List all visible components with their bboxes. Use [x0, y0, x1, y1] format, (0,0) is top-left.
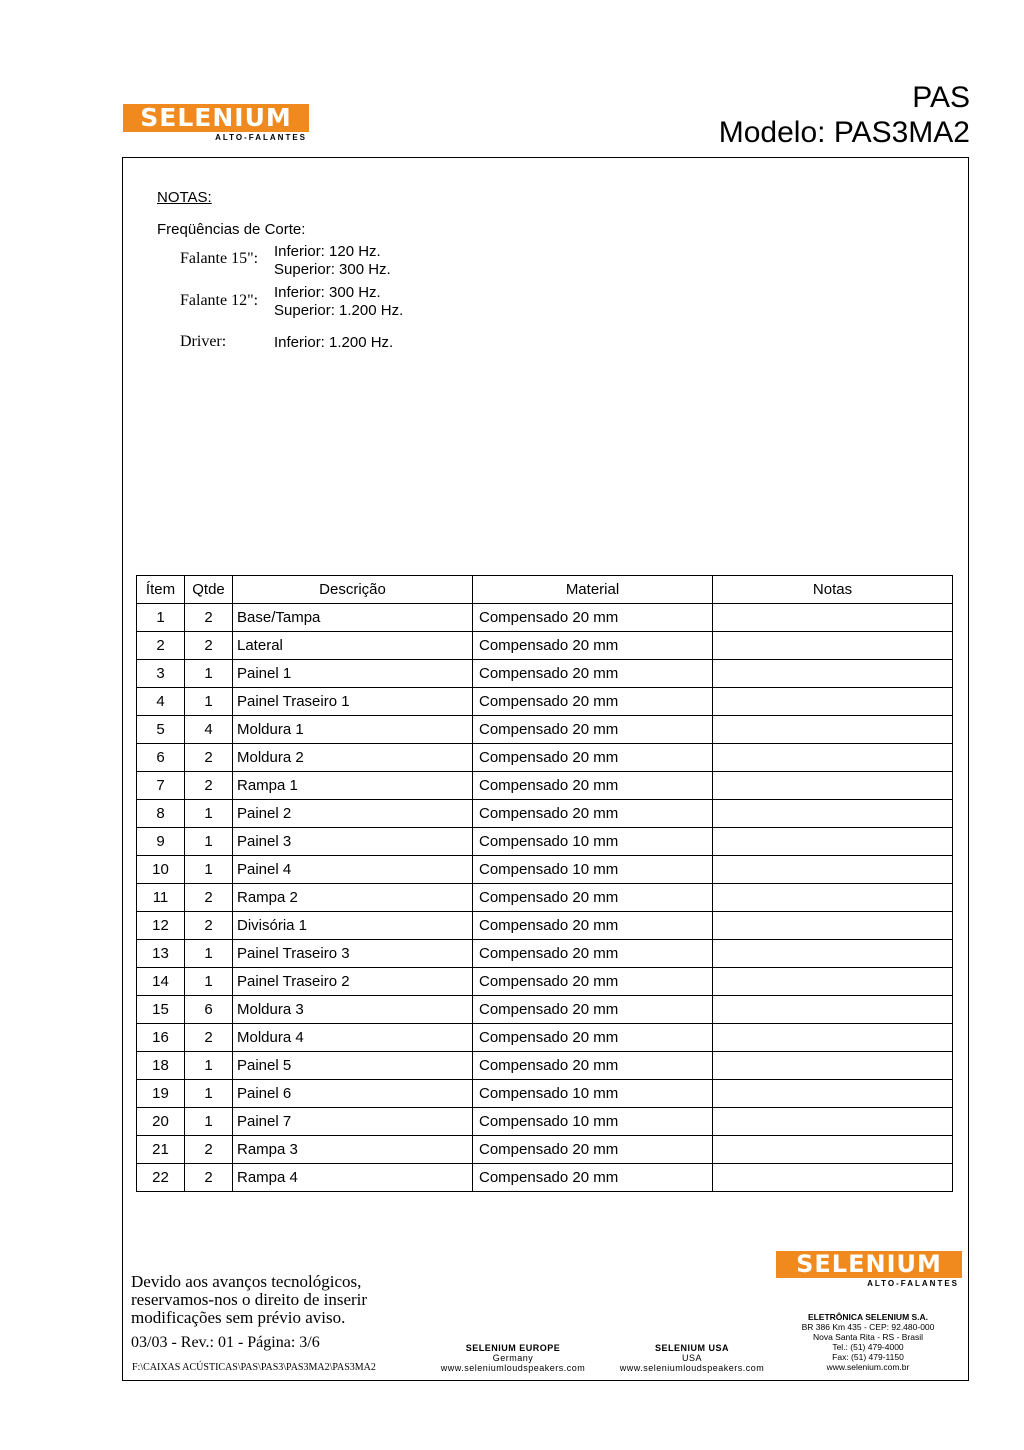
cell-description: Painel 3 — [233, 828, 473, 856]
table-row — [137, 828, 953, 856]
table-row — [137, 604, 953, 632]
table-row — [137, 1136, 953, 1164]
selenium-logo-footer — [776, 1251, 962, 1288]
cell-description: Painel Traseiro 3 — [233, 940, 473, 968]
cell-description: Moldura 3 — [233, 996, 473, 1024]
cell-description: Painel 4 — [233, 856, 473, 884]
cell-description: Rampa 1 — [233, 772, 473, 800]
cell-description: Painel Traseiro 1 — [233, 688, 473, 716]
office-country: Germany — [492, 1353, 534, 1363]
cell-qty: 1 — [185, 660, 233, 688]
company-website: www.selenium.com.br — [826, 1362, 910, 1372]
cell-item: 19 — [137, 1080, 185, 1108]
cell-qty: 1 — [185, 1052, 233, 1080]
cell-item: 13 — [137, 940, 185, 968]
cell-qty: 2 — [185, 1136, 233, 1164]
cell-material: Compensado 20 mm — [473, 716, 713, 744]
cell-notes — [713, 660, 953, 688]
cell-description: Painel 1 — [233, 660, 473, 688]
cell-qty: 1 — [185, 1108, 233, 1136]
cell-qty: 1 — [185, 800, 233, 828]
cell-qty: 1 — [185, 688, 233, 716]
cell-notes — [713, 604, 953, 632]
cell-notes — [713, 912, 953, 940]
logo-wordmark: SELENIUM — [776, 1251, 962, 1278]
cell-item: 11 — [137, 884, 185, 912]
cell-item: 3 — [137, 660, 185, 688]
cell-notes — [713, 716, 953, 744]
cell-qty: 1 — [185, 968, 233, 996]
cell-material: Compensado 20 mm — [473, 1052, 713, 1080]
table-row — [137, 660, 953, 688]
cell-material: Compensado 20 mm — [473, 996, 713, 1024]
cell-qty: 1 — [185, 1080, 233, 1108]
cell-notes — [713, 1164, 953, 1192]
office-europe — [432, 1343, 594, 1373]
cell-description: Painel 6 — [233, 1080, 473, 1108]
table-row — [137, 856, 953, 884]
speaker-label-15: Falante 15": — [180, 250, 259, 267]
office-name: SELENIUM USA — [654, 1343, 729, 1353]
table-row — [137, 1080, 953, 1108]
cell-item: 14 — [137, 968, 185, 996]
cell-qty: 2 — [185, 1164, 233, 1192]
lower-frequency: Inferior: 120 Hz. — [274, 243, 381, 260]
cell-notes — [713, 772, 953, 800]
cell-description: Rampa 4 — [233, 1164, 473, 1192]
table-row — [137, 1052, 953, 1080]
column-header-material: Material — [473, 576, 713, 604]
cell-qty: 2 — [185, 1024, 233, 1052]
company-address-line: Nova Santa Rita - RS - Brasil — [812, 1332, 924, 1342]
office-name: SELENIUM EUROPE — [465, 1343, 561, 1353]
cell-qty: 1 — [185, 828, 233, 856]
cell-notes — [713, 800, 953, 828]
table-row — [137, 940, 953, 968]
table-row — [137, 800, 953, 828]
table-row — [137, 1108, 953, 1136]
cell-notes — [713, 1052, 953, 1080]
cell-material: Compensado 10 mm — [473, 828, 713, 856]
cell-qty: 2 — [185, 632, 233, 660]
cell-qty: 2 — [185, 744, 233, 772]
cell-item: 20 — [137, 1108, 185, 1136]
table-row — [137, 1024, 953, 1052]
table-row — [137, 772, 953, 800]
cell-qty: 1 — [185, 940, 233, 968]
cell-description: Moldura 1 — [233, 716, 473, 744]
cell-description: Lateral — [233, 632, 473, 660]
office-usa — [612, 1343, 772, 1373]
cell-material: Compensado 20 mm — [473, 1164, 713, 1192]
cell-qty: 2 — [185, 772, 233, 800]
disclaimer-line: reservamos-nos o direito de inserir — [131, 1290, 368, 1309]
cell-material: Compensado 20 mm — [473, 800, 713, 828]
cell-material: Compensado 20 mm — [473, 772, 713, 800]
cell-description: Moldura 2 — [233, 744, 473, 772]
parts-table — [136, 575, 953, 1192]
cell-material: Compensado 20 mm — [473, 744, 713, 772]
cell-material: Compensado 20 mm — [473, 660, 713, 688]
company-fax: Fax: (51) 479-1150 — [832, 1352, 904, 1362]
cell-material: Compensado 20 mm — [473, 1136, 713, 1164]
cell-description: Moldura 4 — [233, 1024, 473, 1052]
cell-item: 5 — [137, 716, 185, 744]
cell-qty: 1 — [185, 856, 233, 884]
cell-item: 15 — [137, 996, 185, 1024]
cell-qty: 2 — [185, 912, 233, 940]
notes-heading: NOTAS: — [157, 189, 212, 206]
cell-item: 7 — [137, 772, 185, 800]
cell-material: Compensado 20 mm — [473, 604, 713, 632]
column-header-description: Descrição — [233, 576, 473, 604]
cell-item: 10 — [137, 856, 185, 884]
cell-material: Compensado 10 mm — [473, 1080, 713, 1108]
office-website: www.seleniumloudspeakers.com — [440, 1363, 586, 1373]
upper-frequency: Superior: 300 Hz. — [274, 261, 391, 278]
cell-notes — [713, 1136, 953, 1164]
cell-notes — [713, 856, 953, 884]
cell-notes — [713, 1024, 953, 1052]
cell-notes — [713, 996, 953, 1024]
cell-material: Compensado 10 mm — [473, 1108, 713, 1136]
column-header-notes: Notas — [713, 576, 953, 604]
cell-notes — [713, 828, 953, 856]
upper-frequency: Superior: 1.200 Hz. — [274, 302, 404, 319]
document-title: PAS — [912, 81, 970, 114]
cell-notes — [713, 744, 953, 772]
lower-frequency: Inferior: 300 Hz. — [274, 284, 381, 301]
logo-subtitle: ALTO-FALANTES — [215, 133, 307, 142]
cell-description: Painel 7 — [233, 1108, 473, 1136]
page-info: 03/03 - Rev.: 01 - Página: 3/6 — [131, 1334, 320, 1351]
company-address — [781, 1312, 955, 1372]
table-row — [137, 716, 953, 744]
cell-item: 12 — [137, 912, 185, 940]
cell-material: Compensado 10 mm — [473, 856, 713, 884]
speaker-label-12: Falante 12": — [180, 292, 259, 309]
cell-item: 9 — [137, 828, 185, 856]
table-header-row — [137, 576, 953, 604]
table-row — [137, 744, 953, 772]
table-row — [137, 1164, 953, 1192]
cell-description: Divisória 1 — [233, 912, 473, 940]
cell-notes — [713, 688, 953, 716]
cell-description: Painel Traseiro 2 — [233, 968, 473, 996]
cell-material: Compensado 20 mm — [473, 632, 713, 660]
table-row — [137, 912, 953, 940]
cell-material: Compensado 20 mm — [473, 968, 713, 996]
cell-notes — [713, 632, 953, 660]
cell-material: Compensado 20 mm — [473, 1024, 713, 1052]
column-header-qty: Qtde — [185, 576, 233, 604]
cell-description: Painel 5 — [233, 1052, 473, 1080]
cell-description: Painel 2 — [233, 800, 473, 828]
office-country: USA — [681, 1353, 702, 1363]
selenium-logo-header — [123, 104, 309, 142]
office-website: www.seleniumloudspeakers.com — [619, 1363, 765, 1373]
company-address-line: BR 386 Km 435 - CEP: 92.480-000 — [801, 1322, 935, 1332]
logo-wordmark: SELENIUM — [123, 104, 309, 132]
cell-material: Compensado 20 mm — [473, 912, 713, 940]
cell-item: 22 — [137, 1164, 185, 1192]
cell-item: 2 — [137, 632, 185, 660]
cell-item: 8 — [137, 800, 185, 828]
cell-description: Rampa 2 — [233, 884, 473, 912]
table-row — [137, 996, 953, 1024]
cell-description: Base/Tampa — [233, 604, 473, 632]
lower-frequency: Inferior: 1.200 Hz. — [274, 334, 394, 351]
table-body — [137, 604, 953, 1192]
table-row — [137, 632, 953, 660]
cell-notes — [713, 1080, 953, 1108]
speaker-freqs-15 — [274, 243, 391, 279]
cell-material: Compensado 20 mm — [473, 688, 713, 716]
cell-item: 6 — [137, 744, 185, 772]
speaker-freqs-driver — [274, 334, 393, 352]
cell-item: 4 — [137, 688, 185, 716]
cell-item: 18 — [137, 1052, 185, 1080]
speaker-label-driver: Driver: — [180, 333, 227, 350]
cell-qty: 2 — [185, 884, 233, 912]
disclaimer-line: modificações sem prévio aviso. — [131, 1308, 346, 1327]
cell-qty: 6 — [185, 996, 233, 1024]
table-row — [137, 688, 953, 716]
company-name: ELETRÔNICA SELENIUM S.A. — [807, 1312, 929, 1322]
disclaimer-line: Devido aos avanços tecnológicos, — [131, 1272, 362, 1291]
table-row — [137, 884, 953, 912]
model-title: Modelo: PAS3MA2 — [718, 116, 970, 149]
cell-qty: 4 — [185, 716, 233, 744]
cell-item: 16 — [137, 1024, 185, 1052]
cell-item: 1 — [137, 604, 185, 632]
cell-qty: 2 — [185, 604, 233, 632]
cell-notes — [713, 968, 953, 996]
table-row — [137, 968, 953, 996]
cell-notes — [713, 884, 953, 912]
cutoff-frequencies-heading: Freqüências de Corte: — [157, 221, 306, 238]
cell-item: 21 — [137, 1136, 185, 1164]
company-phone: Tel.: (51) 479-4000 — [832, 1342, 904, 1352]
cell-notes — [713, 1108, 953, 1136]
cell-description: Rampa 3 — [233, 1136, 473, 1164]
cell-material: Compensado 20 mm — [473, 884, 713, 912]
disclaimer — [131, 1273, 401, 1327]
cell-material: Compensado 20 mm — [473, 940, 713, 968]
cell-notes — [713, 940, 953, 968]
logo-subtitle: ALTO-FALANTES — [867, 1279, 959, 1288]
speaker-freqs-12 — [274, 284, 403, 320]
file-path: F:\CAIXAS ACÚSTICAS\PAS\PAS3\PAS3MA2\PAS3MA2 — [132, 1362, 376, 1373]
column-header-item: Ítem — [137, 576, 185, 604]
